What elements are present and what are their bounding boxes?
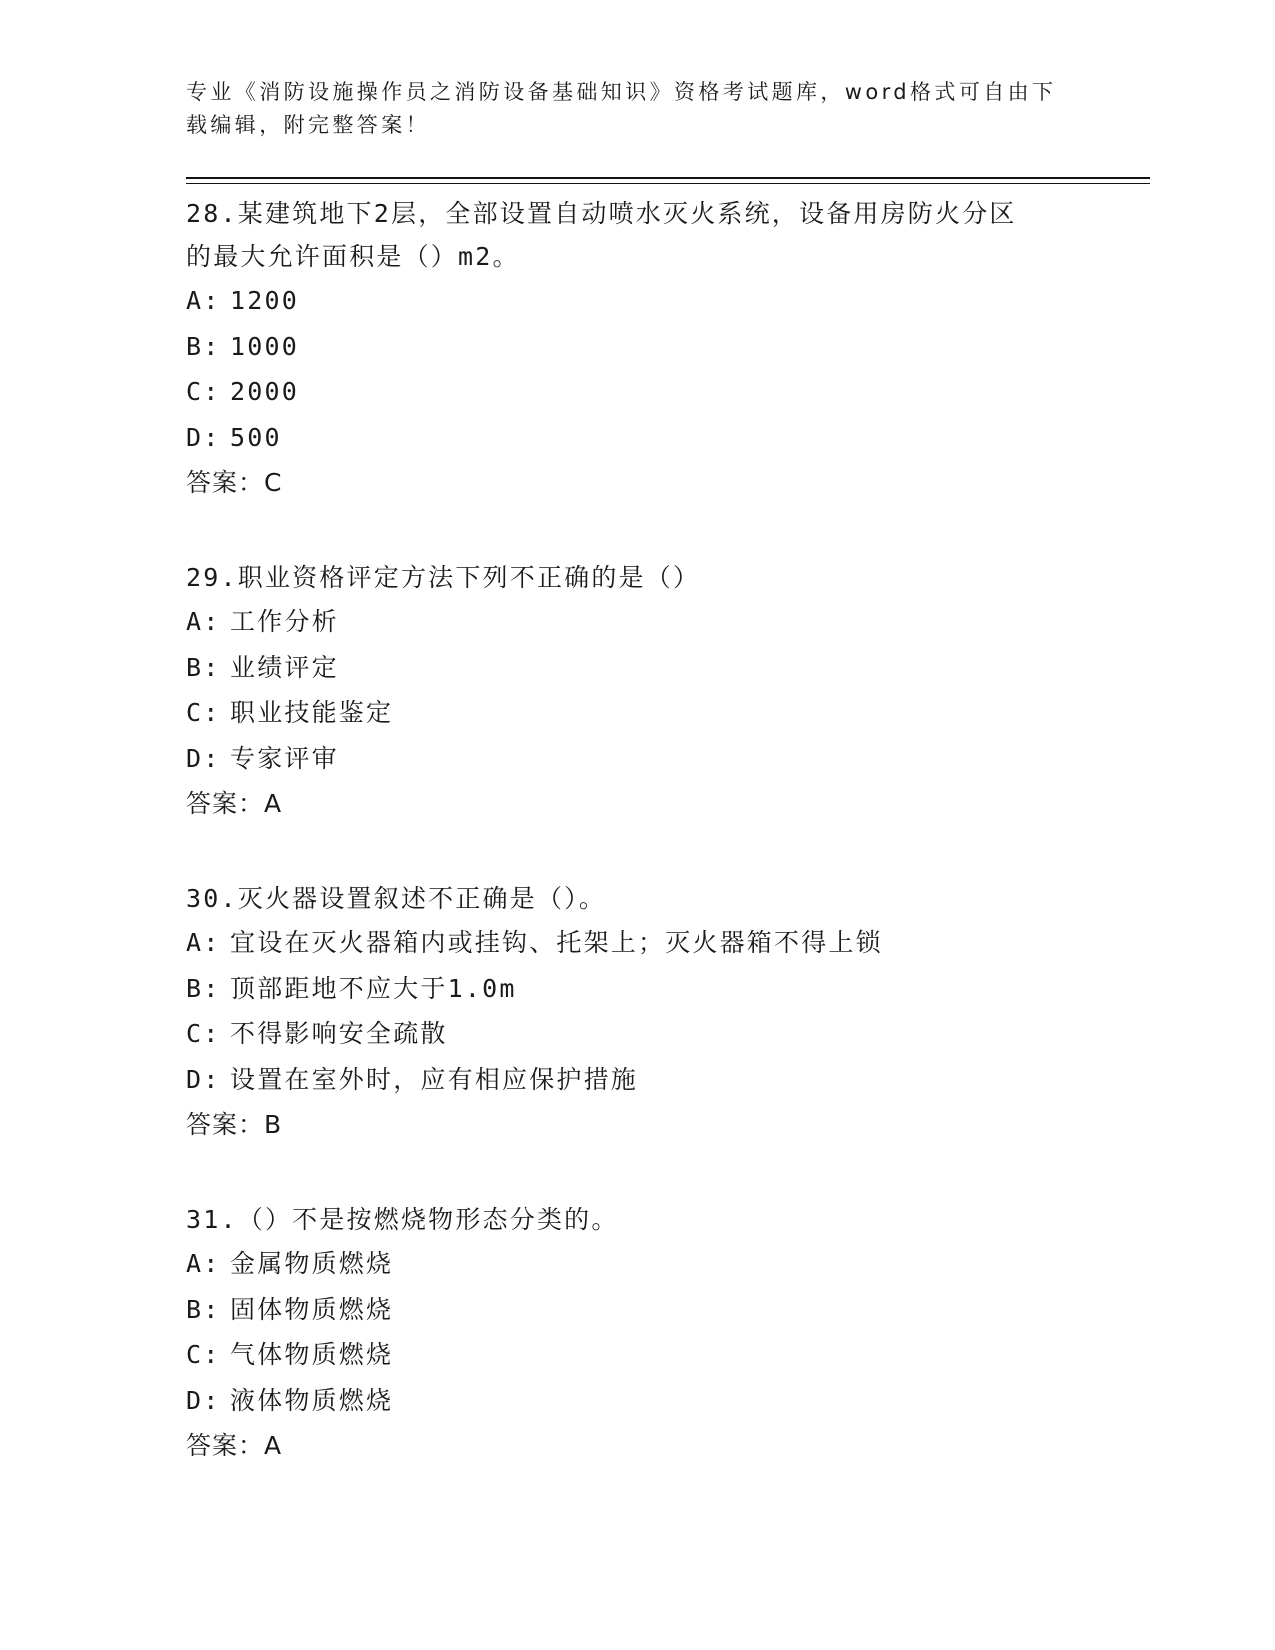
option-c bbox=[186, 690, 1086, 736]
option-letter: C: bbox=[186, 377, 221, 406]
question-stem-line-1: 28.某建筑地下2层，全部设置自动喷水灭火系统，设备用房防火分区 bbox=[186, 199, 1017, 228]
option-letter: B: bbox=[186, 1294, 221, 1324]
answer-line: 答案：B bbox=[186, 1110, 283, 1139]
header-divider-thin bbox=[186, 183, 1150, 184]
option-letter: A: bbox=[186, 607, 221, 636]
question-stem bbox=[186, 873, 1086, 920]
option-text: 职业技能鉴定 bbox=[230, 698, 394, 727]
header-note-line-2: 载编辑，附完整答案！ bbox=[186, 113, 430, 137]
option-letter: B: bbox=[186, 973, 221, 1003]
option-letter: A: bbox=[186, 1249, 221, 1278]
option-letter: C: bbox=[186, 698, 221, 727]
option-letter: A: bbox=[186, 928, 221, 957]
option-text: 工作分析 bbox=[230, 607, 339, 636]
option-text: 专家评审 bbox=[230, 743, 339, 773]
option-text: 2000 bbox=[230, 377, 300, 406]
option-a bbox=[186, 278, 1086, 324]
question-stem-line-1: 31.（）不是按燃烧物形态分类的。 bbox=[186, 1205, 619, 1234]
option-c bbox=[186, 1011, 1086, 1057]
option-b bbox=[186, 645, 1086, 691]
option-letter: C: bbox=[186, 1340, 221, 1369]
option-b bbox=[186, 324, 1086, 370]
question-stem-line-1: 29.职业资格评定方法下列不正确的是（） bbox=[186, 563, 701, 592]
option-letter: B: bbox=[186, 652, 221, 682]
question-29 bbox=[186, 552, 1086, 827]
option-text: 固体物质燃烧 bbox=[230, 1294, 394, 1324]
option-text: 1000 bbox=[230, 331, 300, 361]
option-b bbox=[186, 966, 1086, 1012]
question-stem-line-2: 的最大允许面积是（）m2。 bbox=[186, 242, 520, 271]
header-note-line-1: 专业《消防设施操作员之消防设备基础知识》资格考试题库，word格式可自由下 bbox=[186, 80, 1057, 104]
option-d bbox=[186, 415, 1086, 461]
option-a bbox=[186, 599, 1086, 645]
option-text: 不得影响安全疏散 bbox=[230, 1019, 448, 1048]
option-c bbox=[186, 1332, 1086, 1378]
answer-line: 答案：A bbox=[186, 1431, 283, 1460]
question-list bbox=[186, 188, 1086, 1515]
option-text: 业绩评定 bbox=[230, 652, 339, 682]
option-text: 设置在室外时，应有相应保护措施 bbox=[230, 1064, 639, 1094]
option-text: 1200 bbox=[230, 286, 300, 315]
option-d bbox=[186, 1057, 1086, 1103]
option-letter: A: bbox=[186, 286, 221, 315]
header-divider-thick bbox=[186, 177, 1150, 179]
option-letter: D: bbox=[186, 1385, 221, 1415]
question-28 bbox=[186, 188, 1086, 506]
option-b bbox=[186, 1287, 1086, 1333]
answer-line: 答案：A bbox=[186, 789, 283, 818]
header-note bbox=[186, 76, 1066, 142]
answer-line: 答案：C bbox=[186, 468, 283, 497]
option-text: 顶部距地不应大于1.0m bbox=[230, 973, 517, 1003]
question-stem bbox=[186, 1194, 1086, 1241]
option-letter: B: bbox=[186, 331, 221, 361]
question-stem bbox=[186, 552, 1086, 599]
option-a bbox=[186, 920, 1086, 966]
question-stem-line-1: 30.灭火器设置叙述不正确是（）。 bbox=[186, 884, 607, 913]
option-d bbox=[186, 736, 1086, 782]
option-text: 液体物质燃烧 bbox=[230, 1385, 394, 1415]
option-d bbox=[186, 1378, 1086, 1424]
option-letter: D: bbox=[186, 422, 221, 452]
option-c bbox=[186, 369, 1086, 415]
question-31 bbox=[186, 1194, 1086, 1469]
option-letter: D: bbox=[186, 1064, 221, 1094]
option-a bbox=[186, 1241, 1086, 1287]
question-30 bbox=[186, 873, 1086, 1148]
option-text: 金属物质燃烧 bbox=[230, 1249, 394, 1278]
option-text: 500 bbox=[230, 422, 282, 452]
option-text: 宜设在灭火器箱内或挂钩、托架上；灭火器箱不得上锁 bbox=[230, 928, 883, 957]
option-letter: C: bbox=[186, 1019, 221, 1048]
option-letter: D: bbox=[186, 743, 221, 773]
question-stem bbox=[186, 188, 1086, 278]
option-text: 气体物质燃烧 bbox=[230, 1340, 394, 1369]
